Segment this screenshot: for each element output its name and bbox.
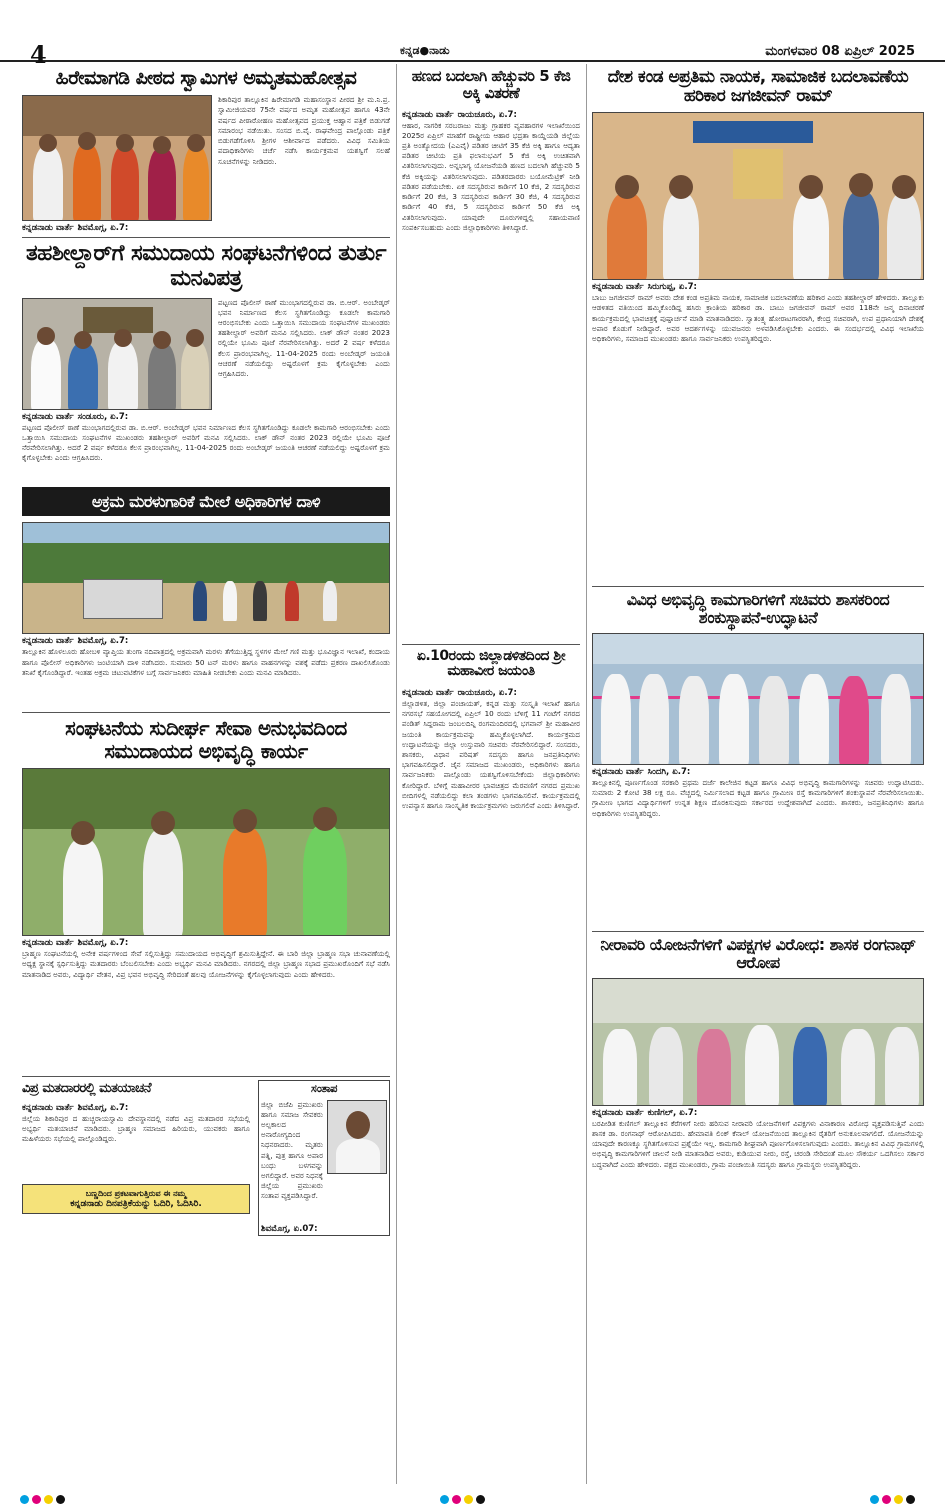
- headline-a1: ಹಿರೇಮಾಗಡಿ ಪೀಠದ ಸ್ವಾಮಿಗಳ ಅಮೃತಮಹೋತ್ಸವ: [55, 67, 357, 89]
- headline-c3: ನೀರಾವರಿ ಯೋಜನೆಗಳಿಗೆ ವಿಪಕ್ಷಗಳ ವಿರೋಧ: ಶಾಸಕ ರಂಗನಾಥ್ ಆರೋಪ: [600, 934, 916, 972]
- column-divider: [586, 64, 587, 1484]
- article-a4-body: ಬ್ರಾಹ್ಮಣ ಸಂಘಟನೆಯಲ್ಲಿ ಅನೇಕ ವರ್ಷಗಳಿಂದ ಸೇವೆ ಸಲ್ಲಿಸುತ್ತಿದ್ದು ಸಮುದಾಯದ ಅಭಿವೃದ್ಧಿಗೆ ಶ್ರಮಿಸುತ್ತಿದ್ದೇನೆ. ಈ ಬಾರಿ ಜಿಲ್ಲಾ ಬ್ರಾಹ್ಮಣ ಸಭಾ ಚುನಾವಣೆಯಲ್ಲಿ ಅಧ್ಯಕ್ಷ ಸ್ಥಾನಕ್ಕೆ ಸ್ಪರ್ಧಿಸುತ್ತಿದ್ದು ಮತದಾರರು ಬೆಂಬಲಿಸಬೇಕು ಎಂದು ಅಭ್ಯರ್ಥಿ ಮನವಿ ಮಾಡಿದರು. ನಗರದಲ್ಲಿ ಜಿಲ್ಲಾ ಬ್ರಾಹ್ಮಣ ಸಭಾದ ಪ್ರಮುಖರೊಂದಿಗೆ ಸಭೆ ನಡೆಸಿ ಮಾತನಾಡಿದ ಅವರು, ವಿದ್ಯಾರ್ಥಿ ವೇತನ, ವಿಪ್ರ ಭವನ ಅಭಿವೃದ್ಧಿ ಸೇರಿದಂತೆ ಹಲವು ಯೋಜನೆಗಳನ್ನು ಕೈಗೊಳ್ಳಲಾಗುವುದು ಎಂದು ಹೇಳಿದರು.: [22, 949, 390, 979]
- byline: ಕನ್ನಡನಾಡು ವಾರ್ತೆ: [402, 109, 454, 120]
- promo-box: [22, 1184, 250, 1214]
- dateline-place: ಕುಣಿಗಲ್, ಏ.7:: [647, 1107, 698, 1118]
- article-b2-body: ಜಿಲ್ಲಾಡಳಿತ, ಜಿಲ್ಲಾ ಪಂಚಾಯತ್, ಕನ್ನಡ ಮತ್ತು ಸಂಸ್ಕೃತಿ ಇಲಾಖೆ ಹಾಗೂ ನಗರಸಭೆ ಸಹಯೋಗದಲ್ಲಿ ಏಪ್ರಿಲ್ 10 ರಂದು ಬೆಳಿಗ್ಗೆ 11 ಗಂಟೆಗೆ ನಗರದ ಪಂಡಿತ್ ಸಿದ್ದರಾಮ ಜಂಬಲದಿನ್ನಿ ರಂಗಮಂದಿರದಲ್ಲಿ ಭಗವಾನ್ ಶ್ರೀ ಮಹಾವೀರ ಜಯಂತಿ ಕಾರ್ಯಕ್ರಮವನ್ನು ಹಮ್ಮಿಕೊಳ್ಳಲಾಗಿದೆ. ಕಾರ್ಯಕ್ರಮದ ಉದ್ಘಾಟನೆಯನ್ನು ಜಿಲ್ಲಾ ಉಸ್ತುವಾರಿ ಸಚಿವರು ನೆರವೇರಿಸಲಿದ್ದಾರೆ. ಸಂಸದರು, ಶಾಸಕರು, ವಿಧಾನ ಪರಿಷತ್ ಸದಸ್ಯರು ಹಾಗೂ ಜನಪ್ರತಿನಿಧಿಗಳು ಭಾಗವಹಿಸಲಿದ್ದಾರೆ. ಜೈನ ಸಮಾಜದ ಮುಖಂಡರು, ಅಧಿಕಾರಿಗಳು ಹಾಗೂ ಸಾರ್ವಜನಿಕರು ಪಾಲ್ಗೊಂಡು ಯಶಸ್ವಿಗೊಳಿಸಬೇಕೆಂದು ಜಿಲ್ಲಾಧಿಕಾರಿಗಳು ಕೋರಿದ್ದಾರೆ. ಬೆಳಿಗ್ಗೆ ಮಹಾವೀರರ ಭಾವಚಿತ್ರದ ಮೆರವಣಿಗೆ ನಗರದ ಪ್ರಮುಖ ಬೀದಿಗಳಲ್ಲಿ ನಡೆಯಲಿದ್ದು ಕಲಾ ತಂಡಗಳು ಭಾಗವಹಿಸಲಿವೆ. ಕಾರ್ಯಕ್ರಮದಲ್ಲಿ ಉಪನ್ಯಾಸ ಹಾಗೂ ಸಾಂಸ್ಕೃತಿಕ ಕಾರ್ಯಕ್ರಮಗಳು ಜರುಗಲಿವೆ ಎಂದು ತಿಳಿಸಿದ್ದಾರೆ.: [402, 698, 580, 811]
- divider: [402, 644, 580, 645]
- divider: [22, 1076, 390, 1077]
- headline-a4: ಸಂಘಟನೆಯ ಸುದೀರ್ಘ ಸೇವಾ ಅನುಭವದಿಂದ ಸಮುದಾಯದ ಅಭಿವೃದ್ಧಿ ಕಾರ್ಯ: [65, 716, 347, 763]
- dateline-place: ರಾಯಚೂರು, ಏ.7:: [457, 109, 517, 120]
- dateline-place: ಶಿವಮೊಗ್ಗ, ಏ.7:: [77, 636, 129, 647]
- photo-memorandum: [22, 298, 212, 410]
- article-a3-body: ತಾಲ್ಲೂಕಿನ ಹೊಳಲೂರು ಹೋಬಳಿ ವ್ಯಾಪ್ತಿಯ ತುಂಗಾ ನದಿಪಾತ್ರದಲ್ಲಿ ಅಕ್ರಮವಾಗಿ ಮರಳು ತೆಗೆಯುತ್ತಿದ್ದ ಸ್ಥಳಗಳ ಮೇಲೆ ಗಣಿ ಮತ್ತು ಭೂವಿಜ್ಞಾನ ಇಲಾಖೆ, ಕಂದಾಯ ಹಾಗೂ ಪೊಲೀಸ್ ಅಧಿಕಾರಿಗಳು ಜಂಟಿಯಾಗಿ ದಾಳಿ ನಡೆಸಿದರು. ಸುಮಾರು 50 ಟನ್ ಮರಳು ಹಾಗೂ ವಾಹನಗಳನ್ನು ವಶಕ್ಕೆ ಪಡೆದು ಪ್ರಕರಣ ದಾಖಲಿಸಿಕೊಂಡು ತನಿಖೆ ಕೈಗೊಂಡಿದ್ದಾರೆ. ಇಂತಹ ಅಕ್ರಮ ಚಟುವಟಿಕೆಗಳ ಬಗ್ಗೆ ಸಾರ್ವಜನಿಕರು ಮಾಹಿತಿ ನೀಡಬೇಕು ಎಂದು ಮನವಿ ಮಾಡಿದರು.: [22, 647, 390, 677]
- photo-inauguration: [592, 633, 924, 765]
- article-c1-body: ಬಾಬು ಜಗಜೀವನ್ ರಾಮ್ ಅವರು ದೇಶ ಕಂಡ ಅಪ್ರತಿಮ ನಾಯಕ, ಸಾಮಾಜಿಕ ಬದಲಾವಣೆಯ ಹರಿಕಾರ ಎಂದು ತಹಶೀಲ್ದಾರ್ ಹೇಳಿದರು. ತಾಲ್ಲೂಕು ಆಡಳಿತದ ವತಿಯಿಂದ ಹಮ್ಮಿಕೊಂಡಿದ್ದ ಹಸಿರು ಕ್ರಾಂತಿಯ ಹರಿಕಾರ ಡಾ. ಬಾಬು ಜಗಜೀವನ್ ರಾಮ್ ಅವರ 118ನೇ ಜನ್ಮ ದಿನಾಚರಣೆ ಕಾರ್ಯಕ್ರಮದಲ್ಲಿ ಭಾವಚಿತ್ರಕ್ಕೆ ಪುಷ್ಪಾರ್ಚನೆ ಮಾಡಿ ಮಾತನಾಡಿದರು. ಸ್ವಾತಂತ್ರ್ಯ ಹೋರಾಟಗಾರರಾಗಿ, ಕೇಂದ್ರ ಸಚಿವರಾಗಿ, ಉಪ ಪ್ರಧಾನಿಯಾಗಿ ದೇಶಕ್ಕೆ ಅಪಾರ ಕೊಡುಗೆ ನೀಡಿದ್ದಾರೆ. ಅವರ ಆದರ್ಶಗಳನ್ನು ಯುವಜನರು ಅಳವಡಿಸಿಕೊಳ್ಳಬೇಕು ಎಂದರು. ಈ ಸಂದರ್ಭದಲ್ಲಿ ವಿವಿಧ ಇಲಾಖೆಯ ಅಧಿಕಾರಿಗಳು, ಸಮಾಜದ ಮುಖಂಡರು ಹಾಗೂ ಸಾರ್ವಜನಿಕರು ಉಪಸ್ಥಿತರಿದ್ದರು.: [592, 293, 924, 343]
- divider: [22, 237, 390, 238]
- headline-c1: ದೇಶ ಕಂಡ ಅಪ್ರತಿಮ ನಾಯಕ, ಸಾಮಾಜಿಕ ಬದಲಾವಣೆಯ ಹರಿಕಾರ ಜಗಜೀವನ್ ರಾಮ್: [607, 67, 909, 107]
- registration-dots-center: [440, 1489, 488, 1499]
- photo-sand-raid: [22, 522, 390, 634]
- article-a1-body-top: ಶಿಕಾರಿಪುರ ತಾಲ್ಲೂಕಿನ ಹಿರೇಮಾಗಡಿ ಮಹಾಸಂಸ್ಥಾನ ಪೀಠದ ಶ್ರೀ ಮ.ನಿ.ಪ್ರ. ಸ್ವಾಮೀಜಿಯವರ 75ನೇ ವರ್ಷದ ಅಮೃತ ಮಹೋತ್ಸವ ಹಾಗೂ 43ನೇ ವರ್ಷದ ಪೀಠಾರೋಹಣ ಮಹೋತ್ಸವದ ಪ್ರಯುಕ್ತ ಆಹ್ವಾನ ಪತ್ರಿಕೆ ಬಿಡುಗಡೆ ಸಮಾರಂಭ ನಡೆಯಿತು. ಸಂಸದ ಬಿ.ವೈ. ರಾಘವೇಂದ್ರ ಪಾಲ್ಗೊಂಡು ಪತ್ರಿಕೆ ಬಿಡುಗಡೆಗೊಳಿಸಿ ಶ್ರೀಗಳ ಆಶೀರ್ವಾದ ಪಡೆದರು. ವಿವಿಧ ಸಮಿತಿಯ ಪದಾಧಿಕಾರಿಗಳು ಚರ್ಚೆ ನಡೆಸಿ ಕಾರ್ಯಕ್ರಮವ ಯಶಸ್ವಿಗೆ ಸಲಹೆ ಸೂಚನೆಗಳನ್ನು ನೀಡಿದರು.: [218, 95, 390, 166]
- headline-a3: ಅಕ್ರಮ ಮರಳುಗಾರಿಕೆ ಮೇಲೆ ಅಧಿಕಾರಿಗಳ ದಾಳಿ: [22, 487, 390, 517]
- headline-a6: ಸಂತಾಪ: [311, 1082, 337, 1096]
- byline: ಕನ್ನಡನಾಡು ವಾರ್ತೆ: [592, 282, 644, 293]
- article-c2-body: ತಾಲ್ಲೂಕಿನಲ್ಲಿ ಪೂರ್ಣಗೊಂಡ ಸರಕಾರಿ ಪ್ರಥಮ ದರ್ಜೆ ಕಾಲೇಜಿನ ಕಟ್ಟಡ ಹಾಗೂ ವಿವಿಧ ಅಭಿವೃದ್ಧಿ ಕಾಮಗಾರಿಗಳನ್ನು ಸಚಿವರು ಉದ್ಘಾಟಿಸಿದರು. ಸುಮಾರು 2 ಕೋಟಿ 38 ಲಕ್ಷ ರೂ. ವೆಚ್ಚದಲ್ಲಿ ನಿರ್ಮಿಸಲಾದ ಕಟ್ಟಡ ಹಾಗೂ ಗ್ರಾಮೀಣ ರಸ್ತೆ ಕಾಮಗಾರಿಗಳಿಗೆ ಶಂಕುಸ್ಥಾಪನೆ ನೆರವೇರಿಸಲಾಯಿತು. ಗ್ರಾಮೀಣ ಭಾಗದ ವಿದ್ಯಾರ್ಥಿಗಳಿಗೆ ಉನ್ನತ ಶಿಕ್ಷಣ ದೊರಕಿಸುವುದು ಸರ್ಕಾರದ ಉದ್ದೇಶವಾಗಿದೆ ಎಂದರು. ಶಾಸಕರು, ಜನಪ್ರತಿನಿಧಿಗಳು ಹಾಗೂ ಅಧಿಕಾರಿಗಳು ಉಪಸ್ಥಿತರಿದ್ದರು.: [592, 777, 924, 818]
- portrait-photo: [327, 1100, 387, 1174]
- page-header: [0, 0, 945, 69]
- photo-swamiji-event: [22, 95, 212, 221]
- dateline-place: ರಾಯಚೂರು, ಏ.7:: [457, 687, 517, 698]
- byline: ಕನ್ನಡನಾಡು ವಾರ್ತೆ: [22, 411, 74, 422]
- dateline-place: ಸಂಡೂರು, ಏ.7:: [77, 411, 129, 422]
- byline: ಕನ್ನಡನಾಡು ವಾರ್ತೆ: [592, 1107, 644, 1118]
- article-b1-body: ಆಹಾರ, ನಾಗರಿಕ ಸರಬರಾಜು ಮತ್ತು ಗ್ರಾಹಕರ ವ್ಯವಹಾರಗಳ ಇಲಾಖೆಯಿಂದ 2025ರ ಏಪ್ರಿಲ್ ಮಾಹೆಗೆ ರಾಷ್ಟ್ರೀಯ ಆಹಾರ ಭದ್ರತಾ ಕಾಯ್ದೆಯಡಿ ಜಿಲ್ಲೆಯ ಪ್ರತಿ ಅಂತ್ಯೋದಯ (ಎಎವೈ) ಪಡಿತರ ಚೀಟಿಗೆ 35 ಕೆಜಿ ಅಕ್ಕಿ ಹಾಗೂ ಆದ್ಯತಾ ಪಡಿತರ ಚೀಟಿಯ ಪ್ರತಿ ಫಲಾನುಭವಿಗೆ 5 ಕೆಜಿ ಅಕ್ಕಿ ಉಚಿತವಾಗಿ ವಿತರಿಸಲಾಗುವುದು. ಅನ್ನಭಾಗ್ಯ ಯೋಜನೆಯಡಿ ಹಣದ ಬದಲಾಗಿ ಹೆಚ್ಚುವರಿ 5 ಕೆಜಿ ಅಕ್ಕಿಯನ್ನು ವಿತರಿಸಲಾಗುವುದು. ಪಡಿತರದಾರರು ಬಯೋಮೆಟ್ರಿಕ್ ನೀಡಿ ಪಡಿತರ ಪಡೆಯಬೇಕು. ಏಕ ಸದಸ್ಯರಿರುವ ಕಾರ್ಡಿಗೆ 10 ಕೆಜಿ, 2 ಸದಸ್ಯರಿರುವ ಕಾರ್ಡಿಗೆ 20 ಕೆಜಿ, 3 ಸದಸ್ಯರಿರುವ ಕಾರ್ಡಿಗೆ 30 ಕೆಜಿ, 4 ಸದಸ್ಯರಿರುವ ಕಾರ್ಡಿಗೆ 40 ಕೆಜಿ, 5 ಸದಸ್ಯರಿರುವ ಕಾರ್ಡಿಗೆ 50 ಕೆಜಿ ಅಕ್ಕಿ ವಿತರಿಸಲಾಗುವುದು. ಯಾವುದೇ ದೂರುಗಳಿದ್ದಲ್ಲಿ ಸಹಾಯವಾಣಿ ಸಂಪರ್ಕಿಸಬಹುದು ಎಂದು ಜಿಲ್ಲಾಧಿಕಾರಿಗಳು ತಿಳಿಸಿದ್ದಾರೆ.: [402, 120, 580, 232]
- article-a6-body: ಜಿಲ್ಲಾ ಬಿಜೆಪಿ ಪ್ರಮುಖರು ಹಾಗೂ ಸಮಾಜ ಸೇವಕರು ಅಲ್ಪಕಾಲದ ಅನಾರೋಗ್ಯದಿಂದ ನಿಧನರಾದರು. ಮೃತರು ಪತ್ನಿ, ಪುತ್ರ ಹಾಗೂ ಅಪಾರ ಬಂಧು ಬಳಗವನ್ನು ಅಗಲಿದ್ದಾರೆ. ಅವರ ನಿಧನಕ್ಕೆ ಜಿಲ್ಲೆಯ ಪ್ರಮುಖರು ಸಂತಾಪ ವ್ಯಕ್ತಪಡಿಸಿದ್ದಾರೆ.: [261, 1099, 323, 1201]
- byline: ಕನ್ನಡನಾಡು ವಾರ್ತೆ: [22, 223, 74, 234]
- headline-c2: ವಿವಿಧ ಅಭಿವೃದ್ಧಿ ಕಾಮಗಾರಿಗಳಿಗೆ ಸಚಿವರು ಶಾಸಕರಿಂದ ಶಂಕುಸ್ಥಾಪನೆ-ಉದ್ಘಾಟನೆ: [626, 590, 890, 627]
- photo-jagjivan-ram-event: [592, 112, 924, 280]
- dateline-place: ಶಿವಮೊಗ್ಗ, ಏ.7:: [77, 1102, 129, 1113]
- article-c3-body: ಬರಪೀಡಿತ ಕುಣಿಗಲ್ ತಾಲ್ಲೂಕಿನ ಕೆರೆಗಳಿಗೆ ನೀರು ಹರಿಸುವ ನೀರಾವರಿ ಯೋಜನೆಗಳಿಗೆ ವಿಪಕ್ಷಗಳು ವಿನಾಕಾರಣ ವಿರೋಧ ವ್ಯಕ್ತಪಡಿಸುತ್ತಿವೆ ಎಂದು ಶಾಸಕ ಡಾ. ರಂಗನಾಥ್ ಆರೋಪಿಸಿದರು. ಹೇಮಾವತಿ ಲಿಂಕ್ ಕೆನಾಲ್ ಯೋಜನೆಯಿಂದ ತಾಲ್ಲೂಕಿನ ರೈತರಿಗೆ ಅನುಕೂಲವಾಗಲಿದೆ. ಯೋಜನೆಯನ್ನು ಯಾವುದೇ ಕಾರಣಕ್ಕೂ ಸ್ಥಗಿತಗೊಳಿಸುವ ಪ್ರಶ್ನೆಯೇ ಇಲ್ಲ. ಕಾಮಗಾರಿ ಶೀಘ್ರವಾಗಿ ಪೂರ್ಣಗೊಳಿಸಲಾಗುವುದು ಎಂದರು. ತಾಲ್ಲೂಕಿನ ವಿವಿಧ ಗ್ರಾಮಗಳಲ್ಲಿ ಅಭಿವೃದ್ಧಿ ಕಾಮಗಾರಿಗಳಿಗೆ ಚಾಲನೆ ನೀಡಿ ಮಾತನಾಡಿದ ಅವರು, ಕುಡಿಯುವ ನೀರು, ರಸ್ತೆ, ಚರಂಡಿ ಸೇರಿದಂತೆ ಮೂಲ ಸೌಕರ್ಯ ಒದಗಿಸಲು ಸರ್ಕಾರ ಬದ್ಧವಾಗಿದೆ ಎಂದು ಹೇಳಿದರು. ಪಕ್ಷದ ಮುಖಂಡರು, ಗ್ರಾಮ ಪಂಚಾಯಿತಿ ಸದಸ್ಯರು ಹಾಗೂ ಗ್ರಾಮಸ್ಥರು ಉಪಸ್ಥಿತರಿದ್ದರು.: [592, 1118, 924, 1169]
- article-a2-body-top: ಪಟ್ಟಣದ ಪೊಲೀಸ್ ಠಾಣೆ ಮುಂಭಾಗದಲ್ಲಿರುವ ಡಾ. ಬಿ.ಆರ್. ಅಂಬೇಡ್ಕರ್ ಭವನ ನಿರ್ಮಾಣದ ಕೆಲಸ ಸ್ಥಗಿತಗೊಂಡಿದ್ದು ಕೂಡಲೇ ಕಾಮಗಾರಿ ಆರಂಭಿಸಬೇಕು ಎಂದು ಒತ್ತಾಯಿಸಿ ಸಮುದಾಯ ಸಂಘಟನೆಗಳ ಮುಖಂಡರು ತಹಶೀಲ್ದಾರ್ ಅವರಿಗೆ ಮನವಿ ಸಲ್ಲಿಸಿದರು. ಲಾಕ್ ಡೌನ್ ನಂತರ 2023 ರಲ್ಲಿಯೇ ಭೂಮಿ ಪೂಜೆ ನೆರವೇರಿಸಲಾಗಿತ್ತು. ಅದರೆ 2 ವರ್ಷ ಕಳೆದರೂ ಕೆಲಸ ಪ್ರಾರಂಭವಾಗಿಲ್ಲ. 11-04-2025 ರಂದು ಅಂಬೇಡ್ಕರ್ ಜಯಂತಿ ಆಚರಣೆ ನಡೆಯಲಿದ್ದು ಅಷ್ಟರೊಳಗೆ ಕ್ರಮ ಕೈಗೊಳ್ಳಬೇಕು ಎಂದು ಆಗ್ರಹಿಸಿದರು.: [218, 297, 390, 379]
- dateline-place: ಸಿರುಗುಪ್ಪ, ಏ.7:: [647, 282, 697, 293]
- dateline-place: ಶಿವಮೊಗ್ಗ, ಏ.7:: [77, 223, 129, 234]
- byline: ಕನ್ನಡನಾಡು ವಾರ್ತೆ: [402, 687, 454, 698]
- article-a2-body: ಪಟ್ಟಣದ ಪೊಲೀಸ್ ಠಾಣೆ ಮುಂಭಾಗದಲ್ಲಿರುವ ಡಾ. ಬಿ.ಆರ್. ಅಂಬೇಡ್ಕರ್ ಭವನ ನಿರ್ಮಾಣದ ಕೆಲಸ ಸ್ಥಗಿತಗೊಂಡಿದ್ದು ಕೂಡಲೇ ಕಾಮಗಾರಿ ಆರಂಭಿಸಬೇಕು ಎಂದು ಒತ್ತಾಯಿಸಿ ಸಮುದಾಯ ಸಂಘಟನೆಗಳ ಮುಖಂಡರು ತಹಶೀಲ್ದಾರ್ ಅವರಿಗೆ ಮನವಿ ಸಲ್ಲಿಸಿದರು. ಲಾಕ್ ಡೌನ್ ನಂತರ 2023 ರಲ್ಲಿಯೇ ಭೂಮಿ ಪೂಜೆ ನೆರವೇರಿಸಲಾಗಿತ್ತು. ಅದರೆ 2 ವರ್ಷ ಕಳೆದರೂ ಕೆಲಸ ಪ್ರಾರಂಭವಾಗಿಲ್ಲ. 11-04-2025 ರಂದು ಅಂಬೇಡ್ಕರ್ ಜಯಂತಿ ಆಚರಣೆ ನಡೆಯಲಿದ್ದು ಅಷ್ಟರೊಳಗೆ ಕ್ರಮ ಕೈಗೊಳ್ಳಬೇಕು ಎಂದು ಆಗ್ರಹಿಸಿದರು.: [22, 422, 390, 463]
- photo-community-service: [22, 768, 390, 936]
- middle-column: [402, 64, 580, 1389]
- dateline-place: ಸಿಂದಗಿ, ಏ.7:: [647, 766, 691, 777]
- headline-b2: ಏ.10ರಂದು ಜಿಲ್ಲಾಡಳಿತದಿಂದ ಶ್ರೀ ಮಹಾವೀರ ಜಯಂತಿ: [416, 647, 566, 680]
- byline: ಕನ್ನಡನಾಡು ವಾರ್ತೆ: [592, 766, 644, 777]
- date-line: ಮಂಗಳವಾರ 08 ಏಪ್ರಿಲ್ 2025: [765, 44, 915, 59]
- divider: [22, 712, 390, 713]
- byline: ಕನ್ನಡನಾಡು ವಾರ್ತೆ: [22, 1102, 74, 1113]
- registration-dots-left: [20, 1489, 68, 1499]
- masthead: ಕನ್ನಡ●ನಾಡು: [400, 44, 450, 57]
- page-number: 4: [30, 40, 47, 69]
- byline: ಕನ್ನಡನಾಡು ವಾರ್ತೆ: [22, 636, 74, 647]
- article-a5-body: ಜಿಲ್ಲೆಯ ಶಿಕಾರಿಪುರ ದ ಹುಚ್ಚರಾಯಸ್ವಾಮಿ ದೇವಸ್ಥಾನದಲ್ಲಿ ನಡೆದ ವಿಪ್ರ ಮತದಾರರ ಸಭೆಯಲ್ಲಿ ಅಭ್ಯರ್ಥಿ ಮತಯಾಚನೆ ಮಾಡಿದರು. ಬ್ರಾಹ್ಮಣ ಸಮಾಜದ ಹಿರಿಯರು, ಯುವಕರು ಹಾಗೂ ಮಹಿಳೆಯರು ಸಭೆಯಲ್ಲಿ ಪಾಲ್ಗೊಂಡಿದ್ದರು.: [22, 1113, 250, 1144]
- headline-a2: ತಹಶೀಲ್ದಾರ್‌ಗೆ ಸಮುದಾಯ ಸಂಘಟನೆಗಳಿಂದ ತುರ್ತು ಮನವಿಪತ್ರ: [26, 241, 386, 291]
- divider: [592, 931, 924, 932]
- column-divider: [396, 64, 397, 1484]
- byline: ಕನ್ನಡನಾಡು ವಾರ್ತೆ: [22, 938, 74, 949]
- promo-line-1: ಬಣ್ಣದಿಂದ ಪ್ರಕಟವಾಗುತ್ತಿರುವ ಈ ನಮ್ಮ: [85, 1188, 187, 1198]
- photo-irrigation-event: [592, 978, 924, 1106]
- condolence-box: [258, 1080, 390, 1235]
- dateline-place: ಶಿವಮೊಗ್ಗ, ಏ.7:: [77, 938, 129, 949]
- right-column: [592, 64, 924, 1309]
- headline-a5: ವಿಪ್ರ ಮತದಾರರಲ್ಲಿ ಮತಯಾಚನೆ: [22, 1081, 152, 1097]
- registration-dots-right: [870, 1489, 918, 1499]
- headline-b1: ಹಣದ ಬದಲಾಗಿ ಹೆಚ್ಚುವರಿ 5 ಕೆಜಿ ಅಕ್ಕಿ ವಿತರಣೆ: [411, 67, 571, 102]
- dateline-place: ಶಿವಮೊಗ್ಗ, ಏ.07:: [261, 1223, 318, 1234]
- divider: [592, 586, 924, 587]
- left-column: [22, 64, 390, 1236]
- promo-line-2: ಕನ್ನಡನಾಡು ದಿನಪತ್ರಿಕೆಯನ್ನು ಓದಿರಿ, ಓದಿಸಿರಿ.: [70, 1198, 202, 1209]
